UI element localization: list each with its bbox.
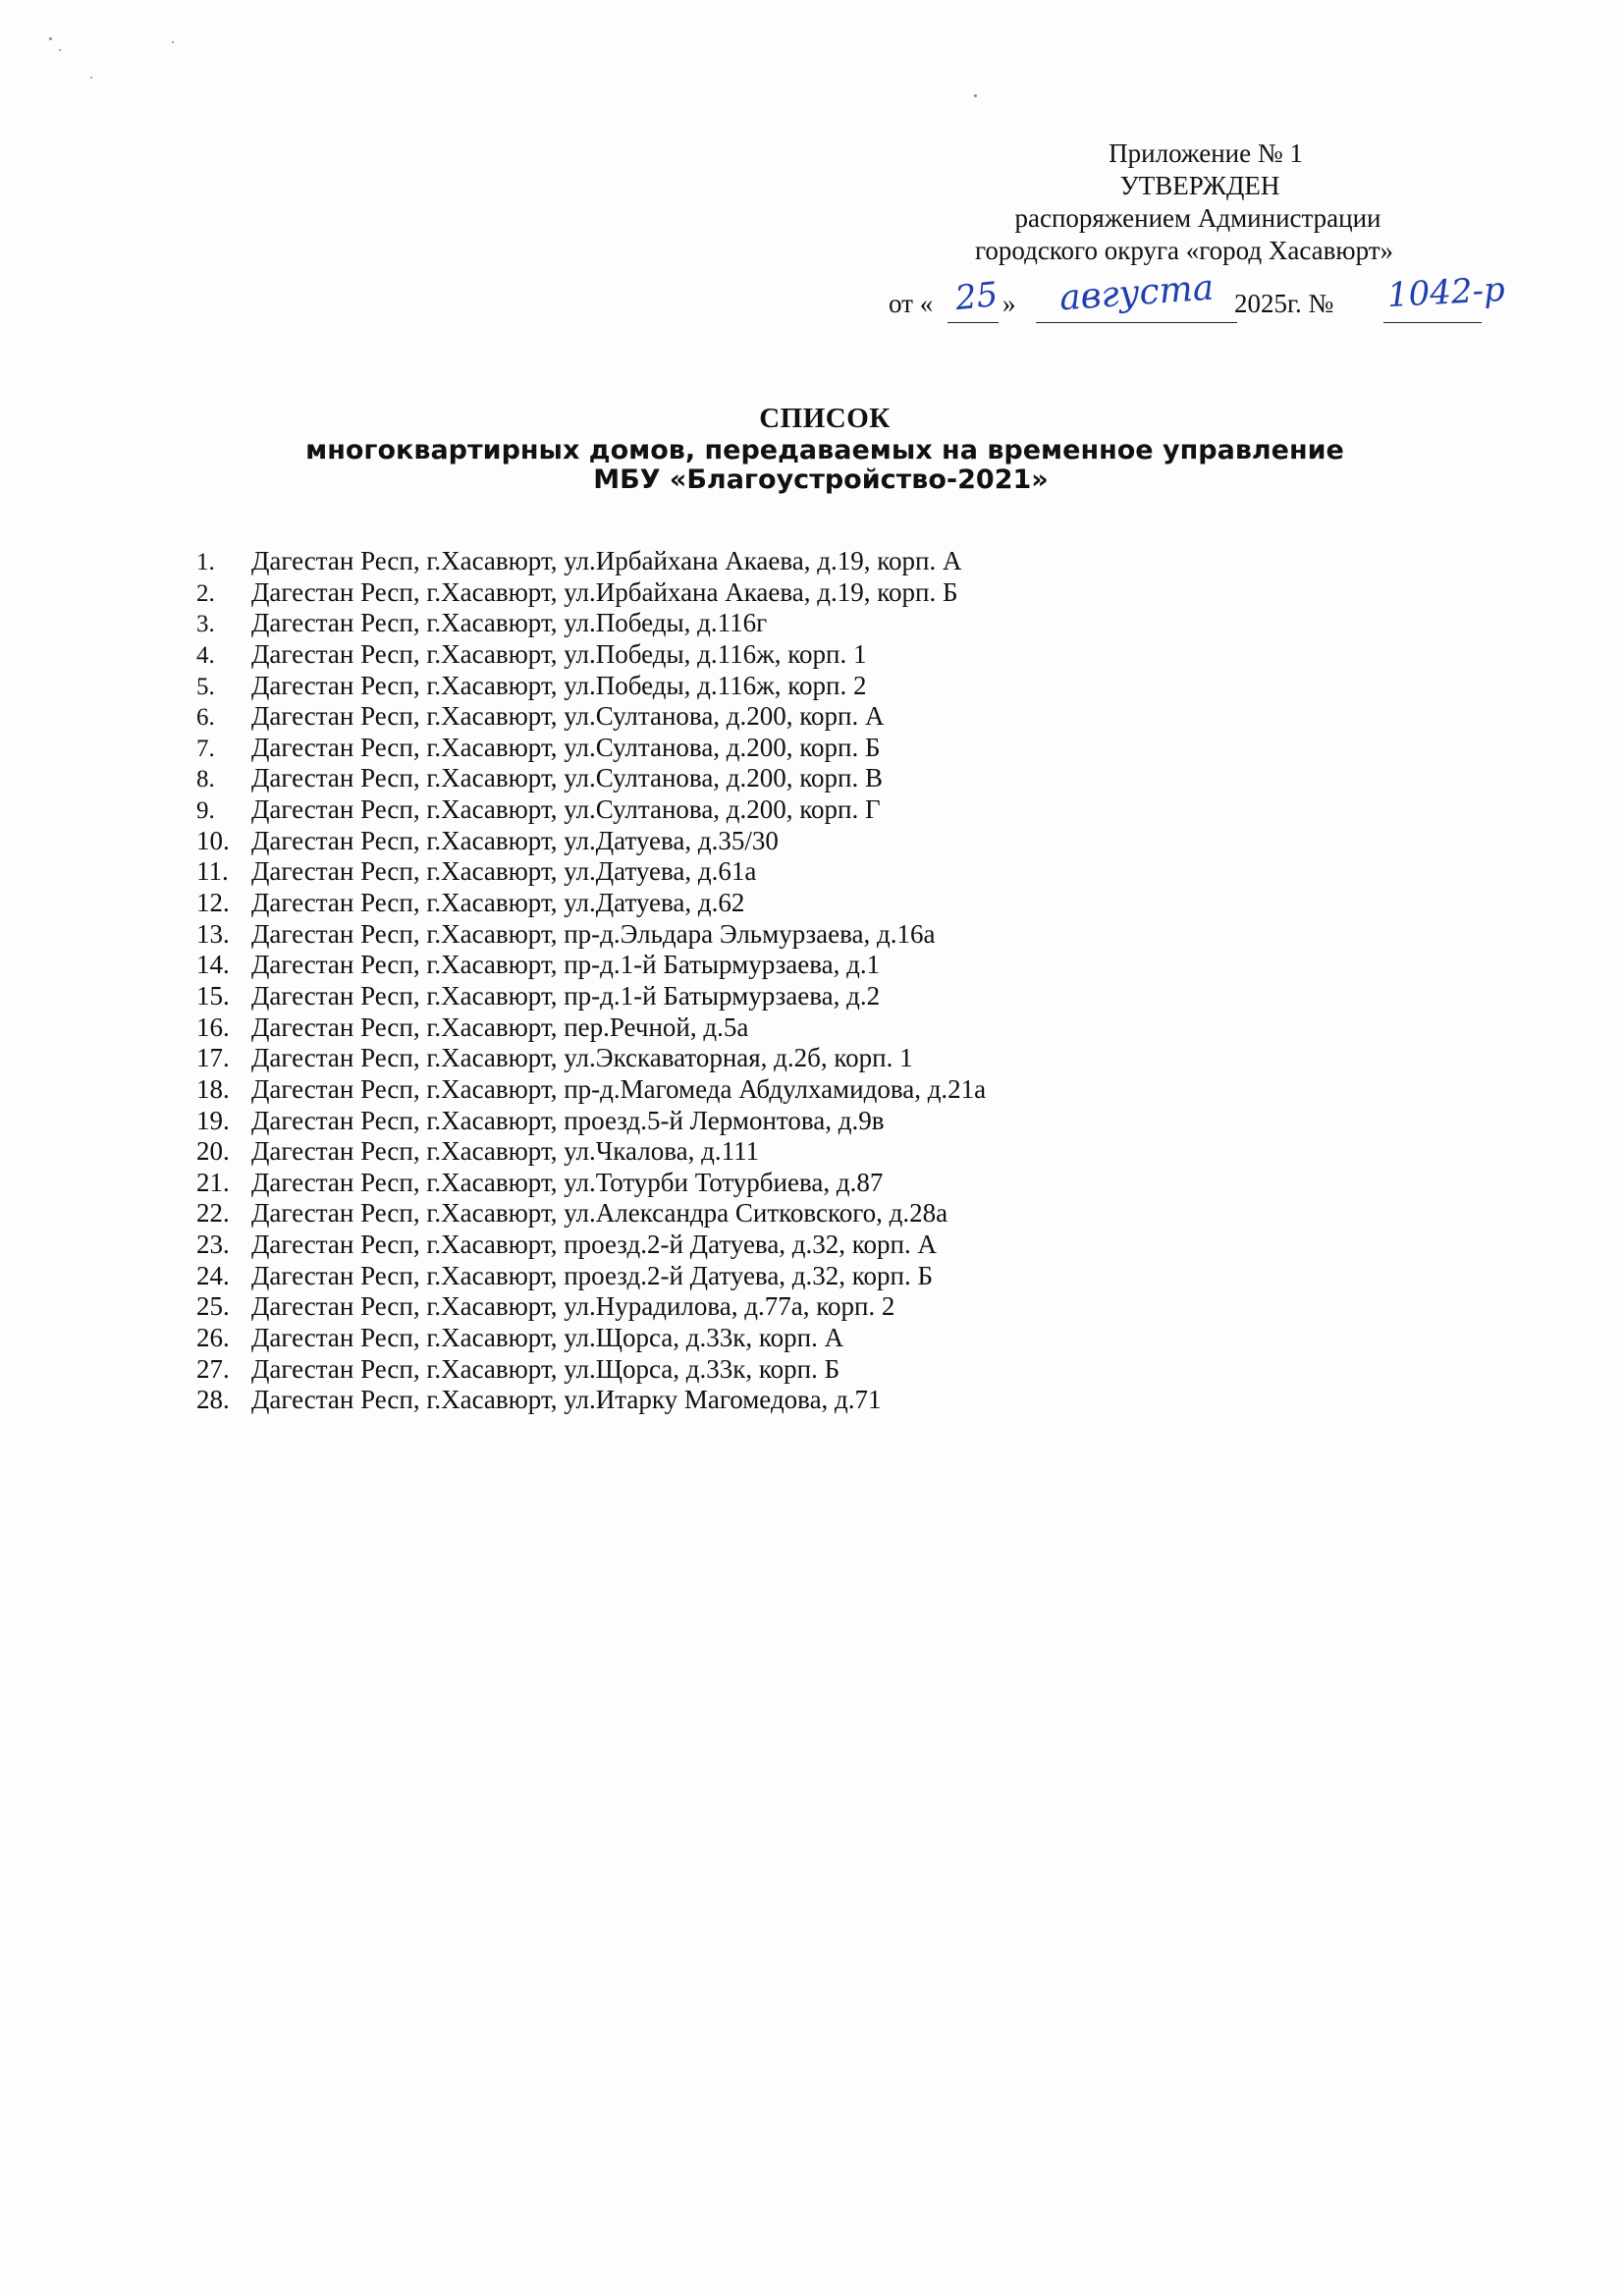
list-item: [196, 1136, 1473, 1168]
list-item-address: Дагестан Респ, г.Хасавюрт, проезд.5-й Лермонтова, д.9в: [251, 1105, 885, 1135]
list-item: [196, 856, 1473, 888]
list-item: [196, 763, 1473, 794]
list-item-address: Дагестан Респ, г.Хасавюрт, ул.Щорса, д.33к, корп. Б: [251, 1353, 840, 1384]
list-item: [196, 1385, 1473, 1416]
list-item-number: 20.: [196, 1136, 230, 1167]
list-item-address: Дагестан Респ, г.Хасавюрт, ул.Султанова, д.200, корп. А: [251, 701, 885, 732]
list-item-number: 3.: [196, 611, 215, 638]
list-item: [196, 1043, 1473, 1074]
list-item-address: Дагестан Респ, г.Хасавюрт, ул.Датуева, д.35/30: [251, 825, 779, 855]
scan-speck: [90, 77, 92, 79]
list-item: [196, 608, 1473, 639]
list-item: [196, 577, 1473, 609]
handwritten-number: 1042-р: [1386, 269, 1506, 316]
list-item-address: Дагестан Респ, г.Хасавюрт, ул.Султанова, д.200, корп. Б: [251, 732, 881, 762]
handwritten-day: 25: [953, 274, 1001, 319]
list-item-number: 24.: [196, 1260, 230, 1290]
handwritten-month: августа: [1057, 267, 1216, 319]
list-item-address: Дагестан Респ, г.Хасавюрт, ул.Чкалова, д.111: [251, 1136, 760, 1167]
list-item-address: Дагестан Респ, г.Хасавюрт, ул.Итарку Магомедова, д.71: [251, 1385, 882, 1415]
list-item-number: 10.: [196, 825, 230, 855]
list-item-number: 25.: [196, 1291, 230, 1322]
list-item: [196, 950, 1473, 981]
list-item-number: 17.: [196, 1043, 230, 1073]
scan-speck: [49, 37, 52, 40]
list-item-address: Дагестан Респ, г.Хасавюрт, ул.Победы, д.116ж, корп. 2: [251, 670, 867, 700]
list-item: [196, 1012, 1473, 1044]
year-number-text: 2025г. №: [1234, 289, 1334, 318]
list-item-address: Дагестан Респ, г.Хасавюрт, пер.Речной, д.5а: [251, 1011, 749, 1042]
list-item: [196, 826, 1473, 857]
list-item: [196, 701, 1473, 733]
list-item: [196, 1106, 1473, 1137]
list-item-number: 15.: [196, 980, 230, 1011]
month-blank: [1036, 322, 1237, 323]
list-item-address: Дагестан Респ, г.Хасавюрт, пр-д.Магомеда Абдулхамидова, д.21а: [251, 1073, 987, 1104]
list-item-number: 13.: [196, 918, 230, 949]
list-item-address: Дагестан Респ, г.Хасавюрт, ул.Нурадилова, д.77а, корп. 2: [251, 1291, 895, 1322]
scan-speck: [974, 94, 977, 97]
list-item: [196, 639, 1473, 671]
list-item: [196, 671, 1473, 702]
list-item: [196, 919, 1473, 951]
date-quote-close: »: [1002, 289, 1016, 318]
day-blank: [947, 322, 999, 323]
list-item-number: 19.: [196, 1105, 230, 1135]
list-item: [196, 1323, 1473, 1354]
list-item-address: Дагестан Респ, г.Хасавюрт, ул.Ирбайхана Акаева, д.19, корп. Б: [251, 576, 958, 607]
list-item-number: 9.: [196, 797, 215, 825]
number-blank: [1383, 322, 1482, 323]
list-item-number: 27.: [196, 1353, 230, 1384]
list-item-number: 23.: [196, 1230, 230, 1260]
list-item-address: Дагестан Респ, г.Хасавюрт, проезд.2-й Датуева, д.32, корп. Б: [251, 1260, 933, 1290]
approval-header: [864, 137, 1492, 267]
list-item-address: Дагестан Респ, г.Хасавюрт, ул.Султанова, д.200, корп. В: [251, 763, 884, 793]
list-item: [196, 794, 1473, 826]
list-item-number: 5.: [196, 673, 215, 700]
list-item-number: 21.: [196, 1167, 230, 1197]
list-item-number: 16.: [196, 1011, 230, 1042]
list-item-address: Дагестан Респ, г.Хасавюрт, пр-д.Эльдара Эльмурзаева, д.16а: [251, 918, 936, 949]
list-item-number: 22.: [196, 1198, 230, 1229]
date-prefix: от «: [889, 289, 934, 318]
list-item-address: Дагестан Респ, г.Хасавюрт, ул.Экскаваторная, д.2б, корп. 1: [251, 1043, 913, 1073]
date-number-line: [889, 267, 1576, 332]
list-item-number: 18.: [196, 1073, 230, 1104]
list-item: [196, 1168, 1473, 1199]
list-item-number: 8.: [196, 766, 215, 793]
list-item: [196, 1230, 1473, 1261]
list-item-address: Дагестан Респ, г.Хасавюрт, ул.Датуева, д.62: [251, 888, 745, 918]
list-item-address: Дагестан Респ, г.Хасавюрт, ул.Победы, д.116ж, корп. 1: [251, 638, 867, 669]
title-line-1: многоквартирных домов, передаваемых на временное управление: [305, 435, 1344, 465]
address-list: [196, 546, 1473, 1416]
title-line-2: МБУ «Благоустройство-2021»: [593, 465, 1049, 495]
list-item-number: 4.: [196, 641, 215, 669]
list-item: [196, 1261, 1473, 1292]
scan-speck: [172, 41, 174, 43]
list-item: [196, 546, 1473, 577]
approved-label: УТВЕРЖДЕН: [1119, 171, 1280, 200]
scan-speck: [59, 49, 61, 51]
list-item: [196, 733, 1473, 764]
appendix-label: Приложение № 1: [1109, 138, 1303, 168]
list-item-number: 1.: [196, 549, 215, 575]
list-item-address: Дагестан Респ, г.Хасавюрт, проезд.2-й Датуева, д.32, корп. А: [251, 1230, 937, 1260]
authority-line: городского округа «город Хасавюрт»: [974, 236, 1394, 265]
list-item-address: Дагестан Респ, г.Хасавюрт, пр-д.1-й Батырмурзаева, д.1: [251, 950, 881, 980]
list-item-address: Дагестан Респ, г.Хасавюрт, ул.Щорса, д.33к, корп. А: [251, 1323, 844, 1353]
list-item-number: 7.: [196, 735, 215, 762]
list-item-address: Дагестан Респ, г.Хасавюрт, ул.Султанова, д.200, корп. Г: [251, 794, 881, 825]
title-main: СПИСОК: [759, 403, 891, 434]
list-item-number: 2.: [196, 579, 215, 607]
list-item-number: 14.: [196, 950, 230, 980]
list-item-number: 28.: [196, 1385, 230, 1415]
list-item-address: Дагестан Респ, г.Хасавюрт, ул.Ирбайхана Акаева, д.19, корп. А: [251, 546, 962, 575]
list-item: [196, 1291, 1473, 1323]
order-line: распоряжением Администрации: [1014, 203, 1381, 233]
list-item-address: Дагестан Респ, г.Хасавюрт, пр-д.1-й Батырмурзаева, д.2: [251, 980, 881, 1011]
list-item: [196, 888, 1473, 919]
list-item-address: Дагестан Респ, г.Хасавюрт, ул.Александра Ситковского, д.28а: [251, 1198, 948, 1229]
list-item: [196, 1354, 1473, 1386]
list-item-number: 26.: [196, 1323, 230, 1353]
list-item: [196, 981, 1473, 1012]
list-item-number: 12.: [196, 888, 230, 918]
list-item-number: 6.: [196, 704, 215, 732]
list-item-address: Дагестан Респ, г.Хасавюрт, ул.Датуева, д.61а: [251, 856, 757, 887]
list-item: [196, 1074, 1473, 1106]
document-title: [0, 401, 1624, 495]
list-item-number: 11.: [196, 856, 229, 887]
list-item-address: Дагестан Респ, г.Хасавюрт, ул.Победы, д.116г: [251, 608, 768, 638]
list-item-address: Дагестан Респ, г.Хасавюрт, ул.Тотурби Тотурбиева, д.87: [251, 1167, 884, 1197]
list-item: [196, 1198, 1473, 1230]
